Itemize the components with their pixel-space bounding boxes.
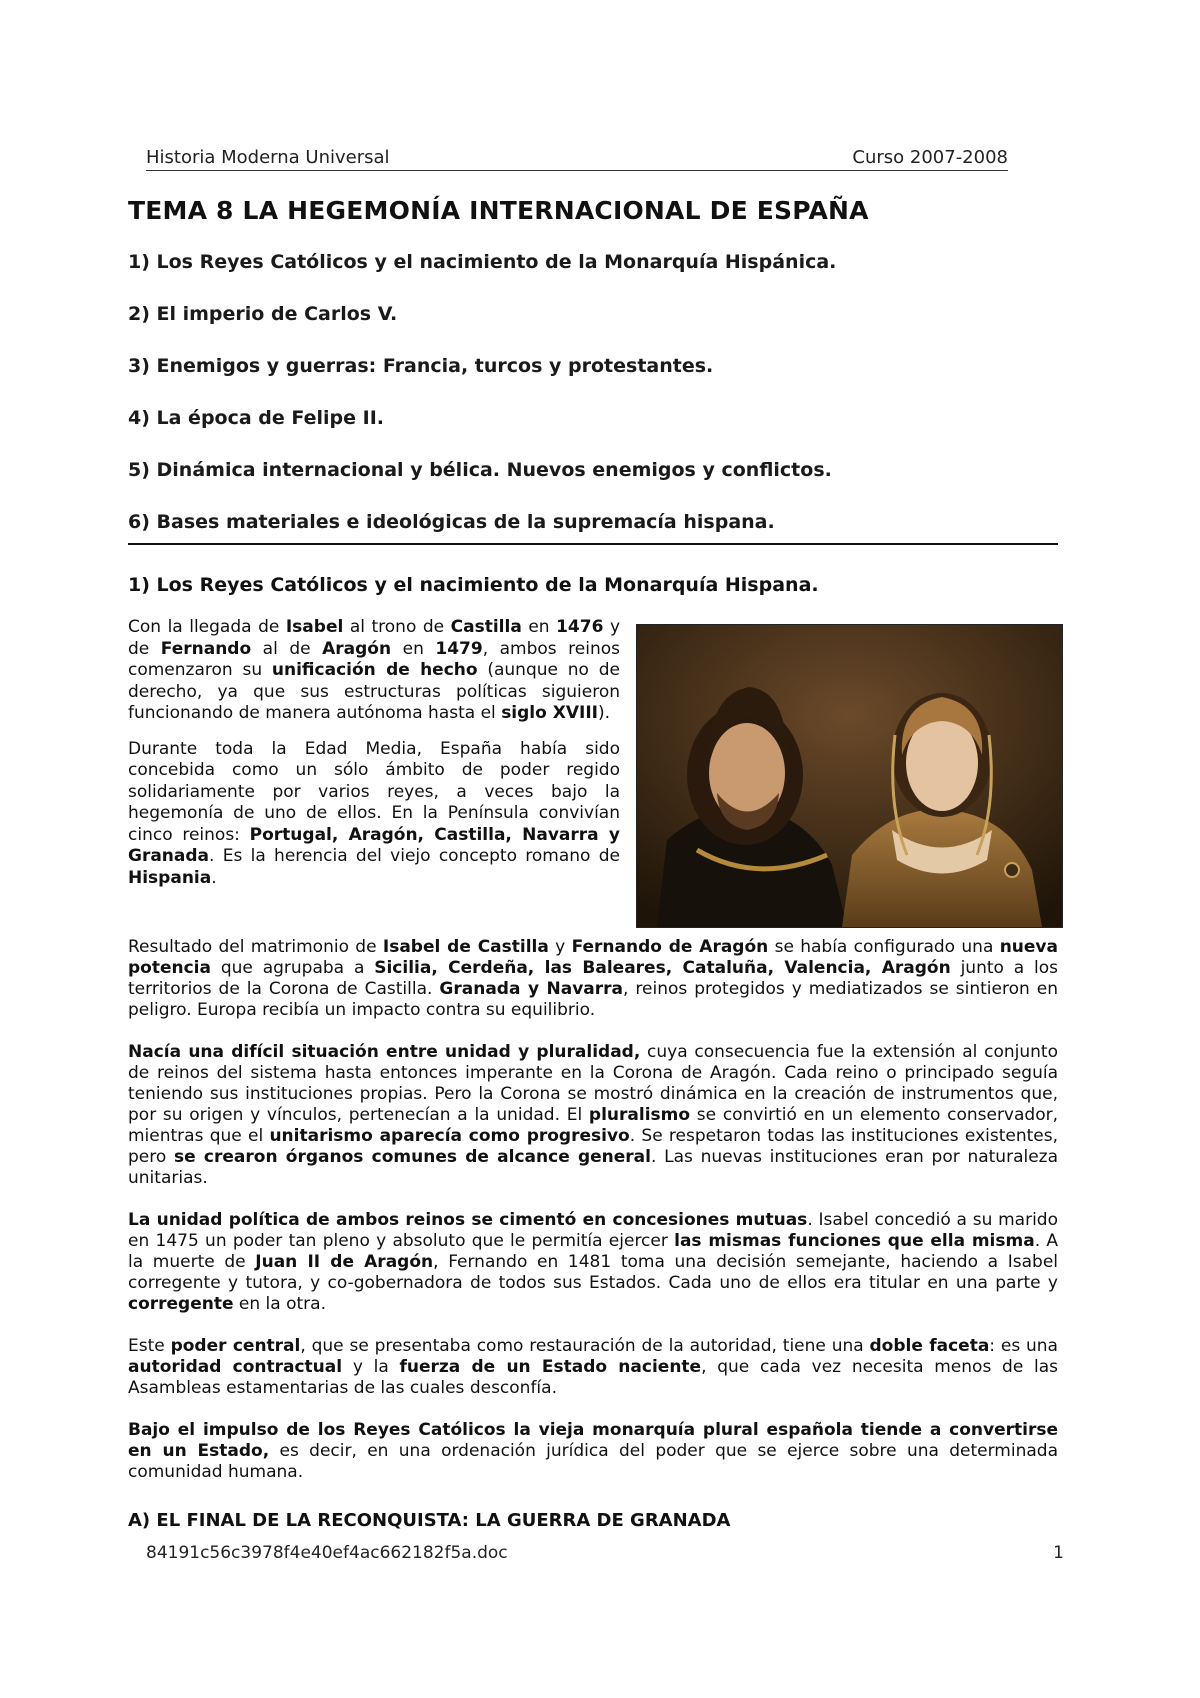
emphasis-text: doble faceta (869, 1336, 990, 1356)
document-title: TEMA 8 LA HEGEMONÍA INTERNACIONAL DE ESPAÑA (128, 196, 869, 225)
emphasis-text: unitarismo aparecía como progresivo (269, 1126, 630, 1146)
emphasis-text: nueva potencia (128, 937, 1058, 978)
document-filename: 84191c56c3978f4e40ef4ac662182f5a.doc (146, 1543, 508, 1563)
text-run: al trono de (343, 617, 451, 637)
text-run: . (211, 867, 217, 888)
toc-item: 5) Dinámica internacional y bélica. Nuevos enemigos y conflictos. (128, 459, 832, 481)
table-of-contents (128, 250, 1058, 562)
toc-item: 6) Bases materiales e ideológicas de la supremacía hispana. (128, 511, 775, 533)
toc-item: 4) La época de Felipe II. (128, 407, 384, 429)
text-run: . Isabel concedió a su marido en 1475 un poder tan pleno y absoluto que le permitía ejercer (128, 1210, 1058, 1251)
course-name: Historia Moderna Universal (146, 147, 390, 168)
text-run: que agrupaba a (210, 958, 375, 978)
emphasis-text: Fernando (160, 638, 252, 659)
emphasis-text: Fernando de Aragón (571, 937, 769, 957)
page-footer (146, 1543, 1064, 1563)
body-text (128, 937, 1058, 1504)
emphasis-text: La unidad política de ambos reinos se cimentó en concesiones mutuas (128, 1210, 808, 1230)
emphasis-text: poder central (170, 1336, 301, 1356)
text-run: cuya consecuencia fue la extensión al conjunto de reinos del sistema hasta entonces imperante en la Corona de Aragón. Cada reino o principado seguía teniendo sus instituciones propias. Pero la Corona se mostró dinámica en la creación de instrumentos que, por su origen y vínculos, pertenecían a la unidad. El (128, 1042, 1058, 1125)
emphasis-text: corregente (128, 1294, 234, 1314)
emphasis-text: siglo XVIII (501, 703, 598, 723)
emphasis-text: fuerza de un Estado naciente (399, 1357, 702, 1377)
paragraph (128, 1042, 1058, 1189)
text-run: , que se presentaba como restauración de la autoridad, tiene una (300, 1336, 870, 1356)
text-run: Durante toda la Edad Media, España había sido concebida como un sólo ámbito de poder regido solidariamente por varios reyes, a veces bajo la hegemonía de uno de ellos. En la Península convivían cinco reinos: (128, 738, 620, 845)
subsection-heading: A) EL FINAL DE LA RECONQUISTA: LA GUERRA DE GRANADA (128, 1510, 731, 1531)
page-number: 1 (1053, 1543, 1064, 1563)
emphasis-text: Aragón (322, 638, 392, 659)
intro-text (128, 617, 620, 903)
text-run: se había configurado una (768, 937, 1000, 957)
toc-divider (128, 543, 1058, 545)
text-run: . A la muerte de (128, 1231, 1058, 1272)
text-run: Este (128, 1336, 171, 1356)
text-run: , reinos protegidos y mediatizados se sintieron en peligro. Europa recibía un impacto contra su equilibrio. (128, 979, 1059, 1020)
text-run: , que cada vez necesita menos de las Asambleas estamentarias de las cuales desconfía. (128, 1357, 1059, 1398)
emphasis-text: Bajo el impulso de los Reyes Católicos la vieja monarquía plural española tiende a convertirse en un Estado, (128, 1420, 1058, 1461)
paragraph (128, 739, 620, 890)
emphasis-text: Juan II de Aragón (255, 1252, 434, 1272)
paragraph (128, 1210, 1058, 1315)
text-run: ). (597, 703, 611, 723)
toc-item: 2) El imperio de Carlos V. (128, 303, 398, 325)
text-run: al de (251, 638, 323, 659)
text-run: en la otra. (233, 1294, 326, 1314)
emphasis-text: pluralismo (588, 1105, 691, 1125)
emphasis-text: Isabel de Castilla (382, 937, 549, 957)
text-run: Con la llegada de (128, 617, 286, 637)
text-run: (aunque no de derecho, ya que sus estructuras políticas siguieron funcionando de manera autónoma hasta el (128, 660, 620, 723)
section-heading: 1) Los Reyes Católicos y el nacimiento de la Monarquía Hispana. (128, 574, 819, 596)
text-run: : es una (989, 1336, 1058, 1356)
paragraph (128, 617, 620, 725)
text-run: se convirtió en un elemento conservador, mientras que el (128, 1105, 1058, 1146)
text-run: y la (342, 1357, 400, 1377)
emphasis-text: 1476 (556, 617, 604, 637)
emphasis-text: autoridad contractual (128, 1357, 343, 1377)
paragraph (128, 937, 1058, 1021)
text-run: junto a los territorios de la Corona de Castilla. (128, 958, 1059, 999)
emphasis-text: Hispania (128, 867, 212, 888)
text-run: . Se respetaron todas las instituciones existentes, pero (128, 1126, 1058, 1167)
text-run: Resultado del matrimonio de (128, 937, 383, 957)
text-run: , ambos reinos comenzaron su (128, 638, 621, 680)
emphasis-text: Granada y Navarra (439, 979, 624, 999)
emphasis-text: se crearon órganos comunes de alcance general (174, 1147, 651, 1167)
page-header (146, 144, 1008, 171)
emphasis-text: las mismas funciones que ella misma (674, 1231, 1035, 1251)
emphasis-text: Isabel (285, 617, 344, 637)
text-run: en (391, 638, 436, 659)
text-run: , Fernando en 1481 toma una decisión semejante, haciendo a Isabel corregente y tutora, y co-gobernadora de todos sus Estados. Cada uno de ellos era titular en una parte y (128, 1252, 1058, 1293)
toc-item: 1) Los Reyes Católicos y el nacimiento de la Monarquía Hispánica. (128, 251, 837, 273)
emphasis-text: Castilla (450, 617, 522, 637)
emphasis-text: unificación de hecho (271, 660, 478, 680)
text-run: y de (128, 617, 621, 659)
text-run: . Las nuevas instituciones eran por naturaleza unitarias. (128, 1147, 1059, 1188)
emphasis-text: Portugal, Aragón, Castilla, Navarra y Granada (128, 824, 620, 866)
course-year: Curso 2007-2008 (852, 147, 1008, 168)
emphasis-text: Nacía una difícil situación entre unidad y pluralidad, (128, 1042, 641, 1062)
emphasis-text: Sicilia, Cerdeña, las Baleares, Cataluña, Valencia, Aragón (374, 958, 951, 978)
emphasis-text: 1479 (435, 638, 483, 659)
toc-item: 3) Enemigos y guerras: Francia, turcos y protestantes. (128, 355, 714, 377)
paragraph (128, 1420, 1058, 1483)
paragraph (128, 1336, 1058, 1399)
text-run: y (548, 937, 572, 957)
portrait-image (636, 624, 1063, 928)
text-run: es decir, en una ordenación jurídica del poder que se ejerce sobre una determinada comunidad humana. (128, 1441, 1058, 1482)
text-run: . Es la herencia del viejo concepto romano de (209, 846, 620, 866)
text-run: en (521, 617, 557, 637)
